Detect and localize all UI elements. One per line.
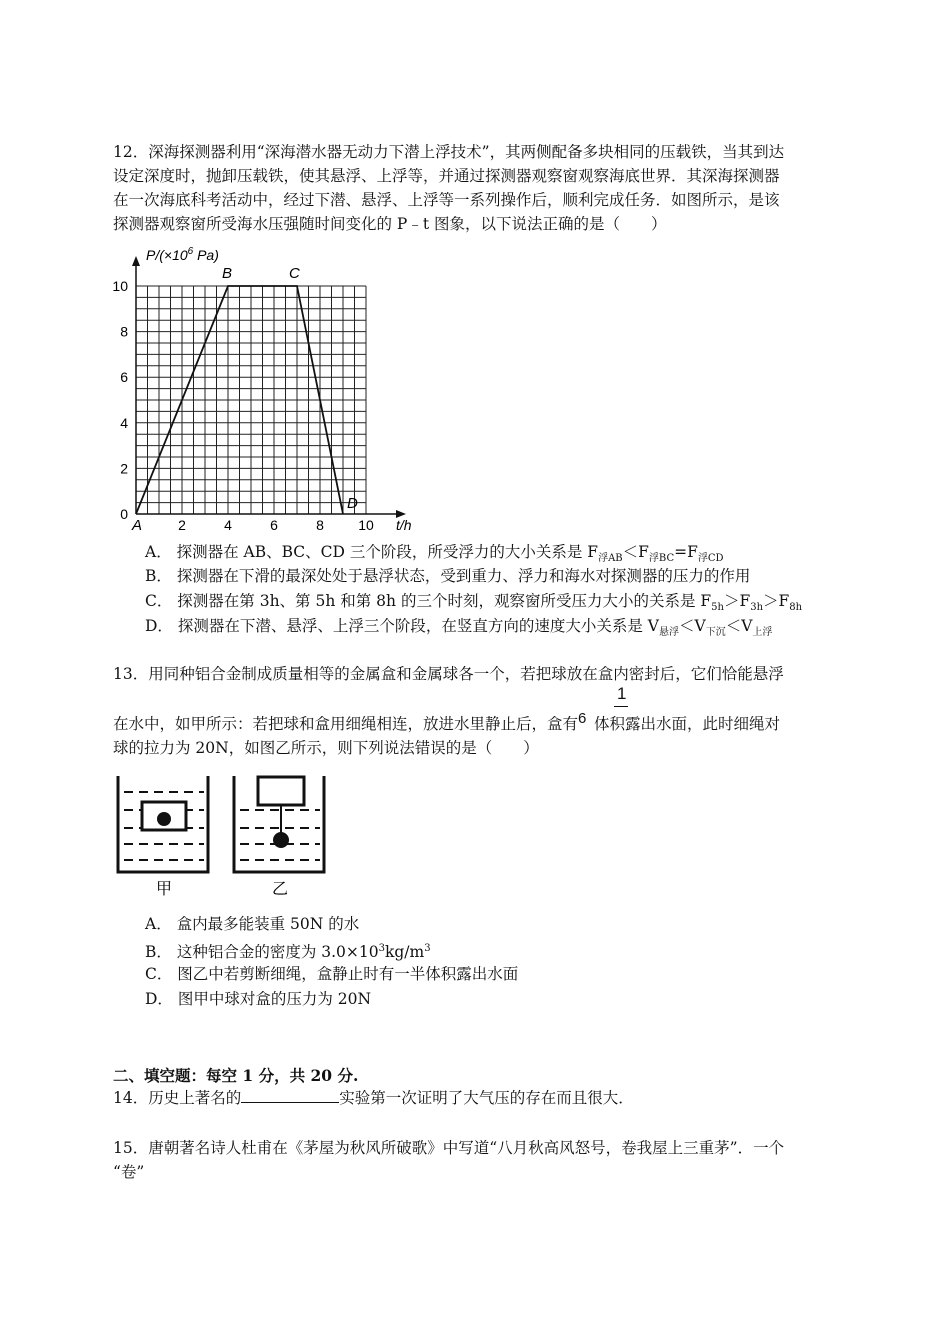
fraction-denominator: 6 — [578, 710, 587, 727]
q13-line-1: 13．用同种铝合金制成质量相等的金属盒和金属球各一个，若把球放在盒内密封后，它们恰能悬浮 — [113, 665, 784, 683]
q14-line: 14．历史上著名的 实验第一次证明了大气压的存在而且很大． — [113, 1089, 634, 1107]
beaker-right — [234, 776, 324, 872]
q13-line-3: 球的拉力为 20N，如图乙所示，则下列说法错误的是（ ） — [113, 739, 539, 757]
q12-line-2: 设定深度时，抛卸压载铁，使其悬浮、上浮等，并通过探测器观察窗观察海底世界．其深海探测器 — [113, 167, 780, 185]
chart-grid — [136, 286, 366, 514]
y-axis-arrow — [132, 256, 140, 266]
q12-line-1: 12．深海探测器利用“深海潜水器无动力下潜上浮技术”，其两侧配备多块相同的压载铁，当其到达 — [113, 143, 785, 161]
q15-line-2: “卷” — [113, 1163, 145, 1181]
y-tick-label: 4 — [120, 414, 128, 431]
point-label-b: B — [222, 265, 233, 282]
q15-line-1: 15．唐朝著名诗人杜甫在《茅屋为秋风所破歌》中写道“八月秋高风怒号，卷我屋上三重茅”．一个 — [113, 1139, 785, 1157]
q12-option-c[interactable]: C． 探测器在第 3h、第 5h 和第 8h 的三个时刻，观察窗所受压力大小的关系是 $F_{5h}>F_{3h}>F_{8h}$ — [145, 592, 803, 614]
q13-option-c[interactable]: C． 图乙中若剪断细绳，盒静止时有一半体积露出水面 — [145, 965, 519, 983]
x-tick-label: 4 — [224, 517, 232, 533]
section-fill-in-heading: 二、填空题：每空 1 分，共 20 分. — [113, 1066, 359, 1085]
x-tick-label: 8 — [316, 517, 324, 533]
point-label-d: D — [347, 495, 358, 512]
chart-xlabel: t/h — [396, 517, 412, 533]
figure-label-yi: 乙 — [272, 881, 289, 898]
chart-axes — [132, 256, 406, 518]
y-tick-label: 6 — [120, 369, 128, 386]
y-tick-label: 2 — [120, 460, 128, 477]
x-tick-label: 2 — [178, 517, 186, 533]
point-label-a: A — [132, 517, 143, 534]
fraction-bar — [614, 706, 628, 707]
x-tick-label: 10 — [358, 517, 374, 533]
y-tick-label: 8 — [120, 323, 128, 340]
q13-option-b[interactable]: B． 这种铝合金的密度为 $3.0\times 10^3kg/m^3$ — [145, 943, 431, 962]
q13-option-a[interactable]: A． 盒内最多能装重 50N 的水 — [145, 915, 360, 933]
q12-option-b[interactable]: B． 探测器在下滑的最深处处于悬浮状态，受到重力、浮力和海水对探测器的压力的作用 — [145, 567, 751, 585]
beaker-figures — [112, 772, 342, 902]
x-tick-label: 6 — [270, 517, 278, 533]
q12-line-4: 探测器观察窗所受海水压强随时间变化的 P﹣t 图象，以下说法正确的是（ ） — [113, 215, 667, 233]
chart-ylabel: $P/(\times 10^6$ Pa) — [146, 246, 219, 263]
point-label-c: C — [289, 265, 300, 282]
q13-line-2: 在水中，如甲所示：若把球和盒用细绳相连，放进水里静止后，盒有6 体积露出水面，此时细绳对 — [113, 712, 780, 737]
beaker-left — [118, 776, 208, 872]
q12-option-a[interactable]: A． 探测器在 AB、BC、CD 三个阶段，所受浮力的大小关系是 $F_{浮AB}<F_{浮BC}=F_{浮CD}$ — [145, 543, 724, 565]
chart-ticks — [112, 278, 374, 533]
fraction-numerator: 1 — [617, 684, 627, 703]
y-tick-label: 10 — [112, 278, 128, 294]
q13-option-d[interactable]: D． 图甲中球对盒的压力为 20N — [145, 990, 372, 1008]
q12-option-d[interactable]: D． 探测器在下潜、悬浮、上浮三个阶段，在竖直方向的速度大小关系是 $V_{悬浮}<V_{下沉}<V_{上浮}$ — [145, 617, 773, 639]
y-tick-label: 0 — [120, 506, 128, 522]
pressure-time-chart — [110, 240, 430, 540]
q12-line-3: 在一次海底科考活动中，经过下潜、悬浮、上浮等一系列操作后，顺利完成任务．如图所示，是该 — [113, 191, 780, 209]
q14-blank[interactable] — [241, 1088, 339, 1103]
figure-label-jia: 甲 — [156, 881, 173, 898]
